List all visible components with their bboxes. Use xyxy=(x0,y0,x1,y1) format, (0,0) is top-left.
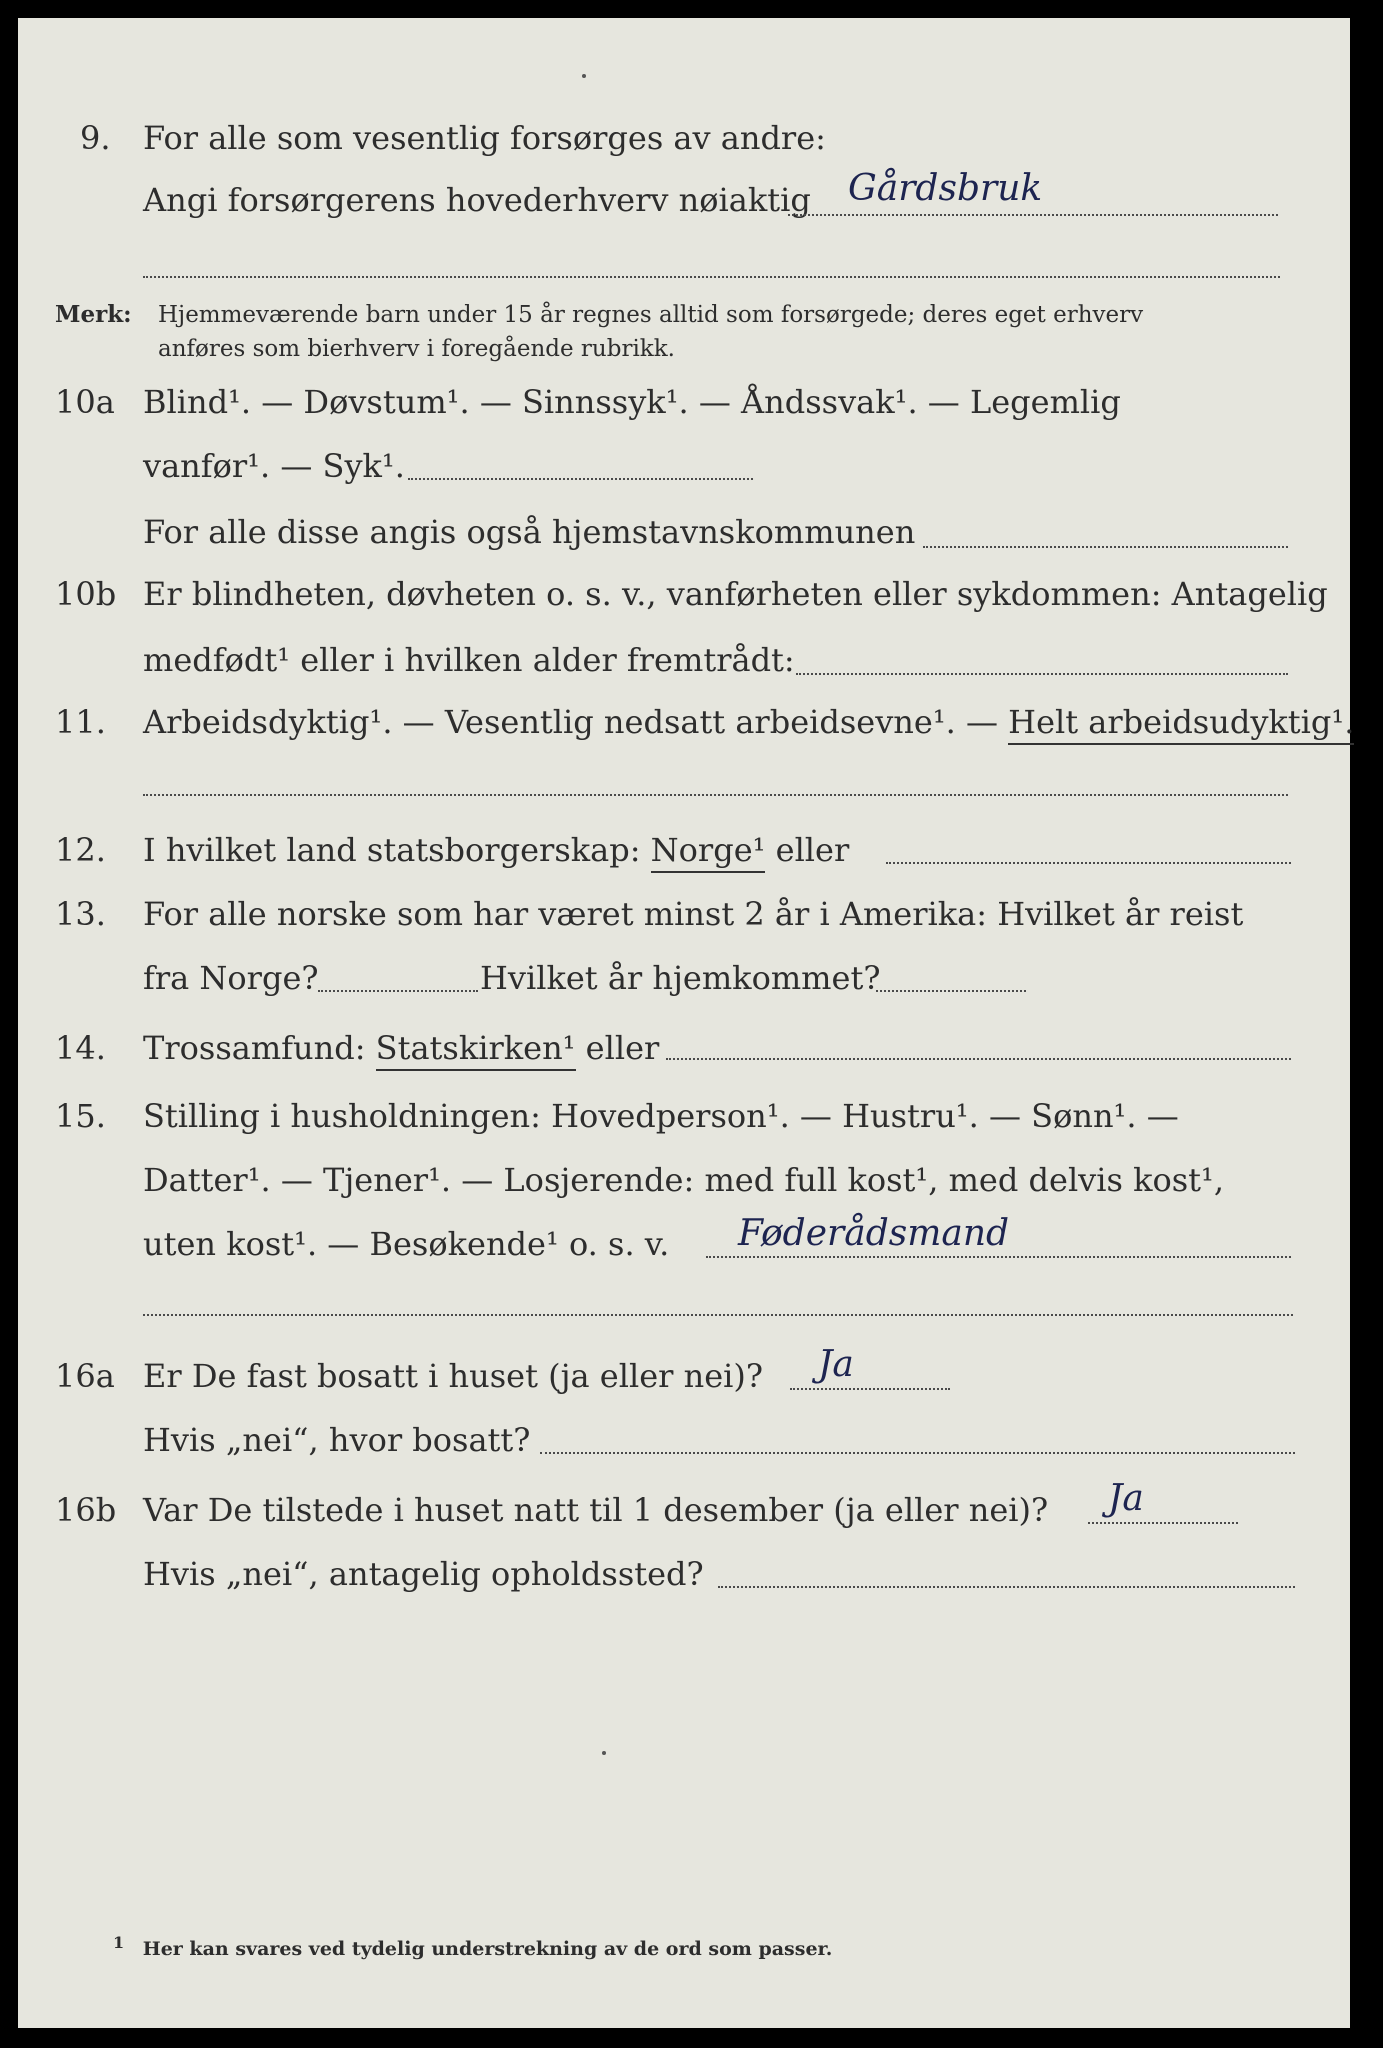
q10a-answer-line xyxy=(408,478,753,480)
q16a-number: 16a xyxy=(55,1357,115,1395)
q13-number: 13. xyxy=(55,895,106,933)
q13-line1: For alle norske som har været minst 2 år i Amerika: Hvilket år reist xyxy=(143,895,1244,933)
q10b-answer-line xyxy=(796,673,1288,675)
footnote-marker: 1 xyxy=(113,1933,125,1952)
footnote-text: Her kan svares ved tydelig understrekning av de ord som passer. xyxy=(142,1938,833,1961)
q10b-line2: medfødt¹ eller i hvilken alder fremtrådt: xyxy=(143,641,795,679)
q13-line2b: Hvilket år hjemkommet? xyxy=(480,959,881,997)
q14-underlined: Statskirken¹ xyxy=(376,1029,576,1071)
q15-handwritten-answer: Føderådsmand xyxy=(738,1213,1010,1254)
q13-line2a: fra Norge? xyxy=(143,959,319,997)
q16a-line1: Er De fast bosatt i huset (ja eller nei)? xyxy=(143,1357,764,1395)
merk-line2: anføres som bierhverv i foregående rubrikk. xyxy=(158,336,675,362)
q14-number: 14. xyxy=(55,1029,106,1067)
q15-answer-line xyxy=(706,1256,1291,1258)
footnote xyxy=(113,1933,832,1960)
q16b-number: 16b xyxy=(55,1491,117,1529)
merk-line1: Hjemmeværende barn under 15 år regnes alltid som forsørgede; deres eget erhverv xyxy=(158,302,1144,328)
q9-number: 9. xyxy=(80,119,111,157)
q16b-line2: Hvis „nei“, antagelig opholdssted? xyxy=(143,1555,704,1593)
q12-part2: eller xyxy=(765,831,850,869)
q9-answer-line xyxy=(788,214,1278,216)
q11-extra-line xyxy=(143,794,1288,796)
q10a-line3: For alle disse angis også hjemstavnskommunen xyxy=(143,513,916,551)
q16a-where-line xyxy=(540,1452,1295,1454)
q16b-handwritten-answer: Ja xyxy=(1108,1478,1144,1519)
q10a-line2: vanfør¹. — Syk¹. xyxy=(143,447,405,485)
speck-mark xyxy=(582,74,586,78)
q16b-line1: Var De tilstede i huset natt til 1 desember (ja eller nei)? xyxy=(143,1491,1049,1529)
q11-part1: Arbeidsdyktig¹. — Vesentlig nedsatt arbeidsevne¹. — xyxy=(143,703,1009,741)
q15-line1: Stilling i husholdningen: Hovedperson¹. — Hustru¹. — Sønn¹. — xyxy=(143,1097,1179,1135)
q9-extra-line xyxy=(143,276,1280,278)
q9-line2: Angi forsørgerens hovederhverv nøiaktig xyxy=(143,181,811,219)
q12-answer-line xyxy=(886,862,1291,864)
q14-part2: eller xyxy=(575,1029,660,1067)
q13-reist-line xyxy=(318,990,478,992)
q10a-line1: Blind¹. — Døvstum¹. — Sinnssyk¹. — Åndssvak¹. — Legemlig xyxy=(143,383,1121,421)
q12-part1: I hvilket land statsborgerskap: xyxy=(143,831,651,869)
q11-underlined: Helt arbeidsudyktig¹. xyxy=(1008,703,1354,745)
q15-extra-line xyxy=(143,1314,1293,1316)
q16a-line2: Hvis „nei“, hvor bosatt? xyxy=(143,1421,531,1459)
q16b-where-line xyxy=(718,1586,1295,1588)
q10a-home-line xyxy=(923,546,1288,548)
q10b-number: 10b xyxy=(55,575,117,613)
q14-answer-line xyxy=(666,1058,1291,1060)
q9-line1: For alle som vesentlig forsørges av andre: xyxy=(143,119,826,157)
q9-handwritten-answer: Gårdsbruk xyxy=(848,168,1043,209)
merk-label: Merk: xyxy=(55,301,132,328)
q12-number: 12. xyxy=(55,831,106,869)
q13-hjem-line xyxy=(876,990,1026,992)
q14-line1 xyxy=(143,1028,659,1068)
q15-number: 15. xyxy=(55,1097,106,1135)
q10a-number: 10a xyxy=(55,383,115,421)
q16b-answer-line xyxy=(1088,1522,1238,1524)
q12-underlined: Norge¹ xyxy=(651,831,766,873)
q15-line3: uten kost¹. — Besøkende¹ o. s. v. xyxy=(143,1225,670,1263)
q16a-answer-line xyxy=(790,1388,950,1390)
q11-line1 xyxy=(143,702,1354,742)
q10b-line1: Er blindheten, døvheten o. s. v., vanførheten eller sykdommen: Antagelig xyxy=(143,575,1328,613)
q14-part1: Trossamfund: xyxy=(143,1029,376,1067)
q12-line1 xyxy=(143,830,849,870)
q16a-handwritten-answer: Ja xyxy=(818,1344,854,1385)
q15-line2: Datter¹. — Tjener¹. — Losjerende: med full kost¹, med delvis kost¹, xyxy=(143,1161,1225,1199)
q11-number: 11. xyxy=(55,703,106,741)
speck-mark xyxy=(602,1751,606,1755)
census-form-page xyxy=(18,18,1355,2028)
